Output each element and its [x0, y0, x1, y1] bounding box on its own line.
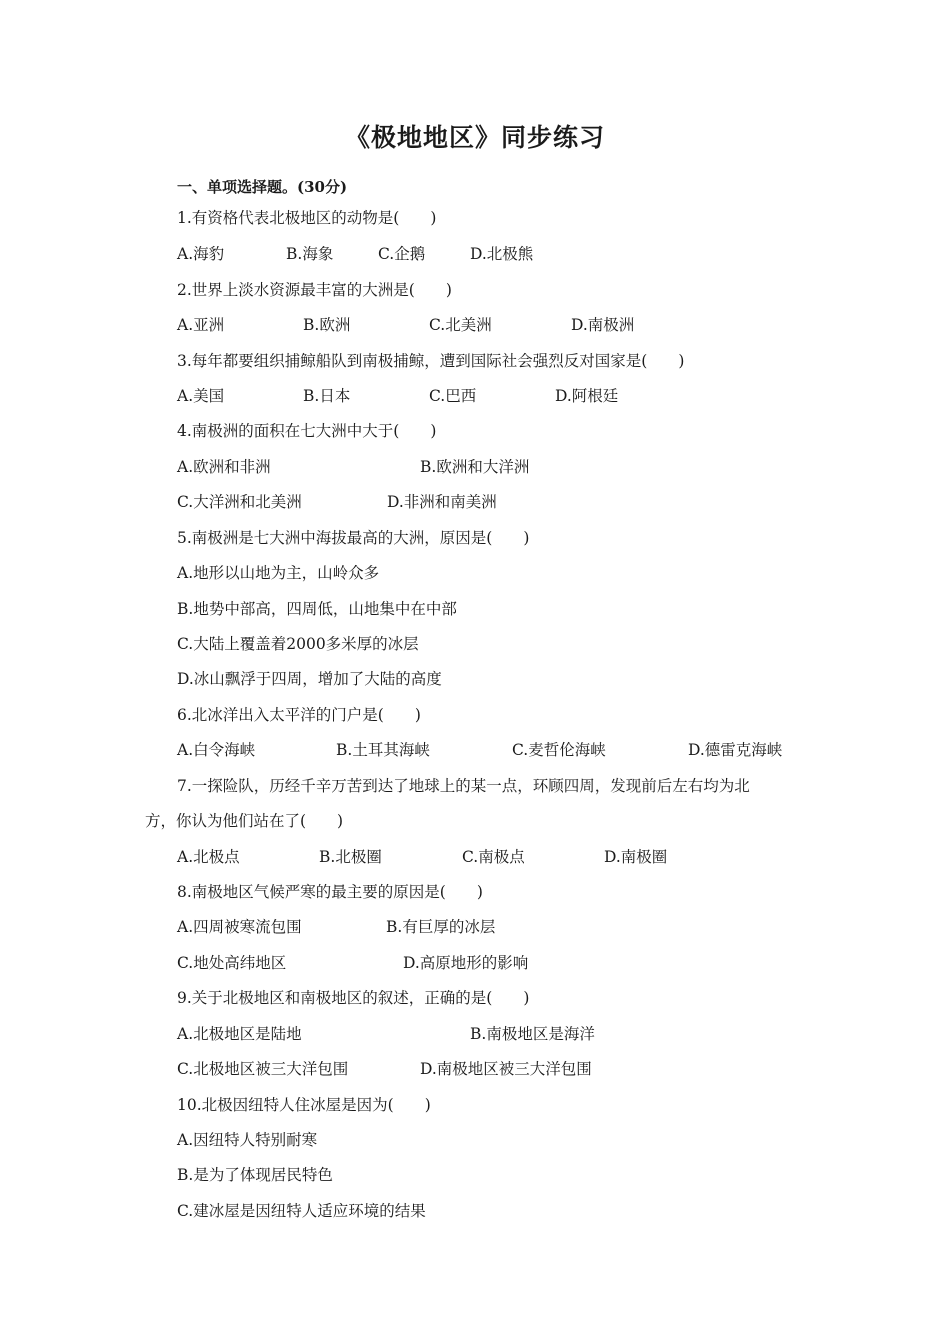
question-8-option-b: B.有巨厚的冰层: [386, 918, 496, 936]
question-7-option-d: D.南极圈: [604, 848, 668, 866]
question-4-option-c: C.大洋洲和北美洲: [177, 493, 302, 511]
question-7-stem-line-2: 方，你认为他们站在了( ): [145, 812, 344, 830]
question-2-option-c: C.北美洲: [429, 316, 492, 334]
question-9-option-b: B.南极地区是海洋: [470, 1025, 595, 1043]
question-5-stem: 5.南极洲是七大洲中海拔最高的大洲，原因是( ): [177, 529, 530, 547]
question-6-option-d: D.德雷克海峡: [688, 741, 783, 759]
question-7-option-b: B.北极圈: [319, 848, 382, 866]
question-9-stem: 9.关于北极地区和南极地区的叙述，正确的是( ): [177, 989, 530, 1007]
question-3-option-c: C.巴西: [429, 387, 477, 405]
question-10-option-c: C.建冰屋是因纽特人适应环境的结果: [177, 1202, 426, 1220]
question-5-option-b: B.地势中部高，四周低，山地集中在中部: [177, 600, 457, 618]
question-1-stem: 1.有资格代表北极地区的动物是( ): [177, 209, 437, 227]
question-6-stem: 6.北冰洋出入太平洋的门户是( ): [177, 706, 421, 724]
question-1-option-c: C.企鹅: [378, 245, 426, 263]
page-title: 《极地地区》同步练习: [344, 123, 605, 152]
question-8-stem: 8.南极地区气候严寒的最主要的原因是( ): [177, 883, 483, 901]
question-7-option-a: A.北极点: [177, 848, 240, 866]
question-6-option-b: B.土耳其海峡: [336, 741, 430, 759]
question-7-stem-line-1: 7.一探险队，历经千辛万苦到达了地球上的某一点，环顾四周，发现前后左右均为北: [177, 777, 750, 795]
question-4-option-d: D.非洲和南美洲: [387, 493, 497, 511]
question-3-stem: 3.每年都要组织捕鲸船队到南极捕鲸，遭到国际社会强烈反对国家是( ): [177, 352, 685, 370]
question-6-option-c: C.麦哲伦海峡: [512, 741, 606, 759]
question-6-option-a: A.白令海峡: [177, 741, 256, 759]
question-8-option-d: D.高原地形的影响: [403, 954, 529, 972]
question-8-option-c: C.地处高纬地区: [177, 954, 287, 972]
question-2-stem: 2.世界上淡水资源最丰富的大洲是( ): [177, 281, 452, 299]
question-1-option-a: A.海豹: [177, 245, 225, 263]
question-9-option-d: D.南极地区被三大洋包围: [420, 1060, 592, 1078]
question-2-option-d: D.南极洲: [571, 316, 635, 334]
question-8-option-a: A.四周被寒流包围: [177, 918, 302, 936]
question-2-option-b: B.欧洲: [303, 316, 351, 334]
question-7-option-c: C.南极点: [462, 848, 525, 866]
question-2-option-a: A.亚洲: [177, 316, 225, 334]
question-3-option-d: D.阿根廷: [555, 387, 619, 405]
question-4-option-a: A.欧洲和非洲: [177, 458, 271, 476]
question-10-option-b: B.是为了体现居民特色: [177, 1166, 333, 1184]
question-1-option-b: B.海象: [286, 245, 334, 263]
question-1-option-d: D.北极熊: [470, 245, 534, 263]
question-4-option-b: B.欧洲和大洋洲: [420, 458, 530, 476]
question-4-stem: 4.南极洲的面积在七大洲中大于( ): [177, 422, 437, 440]
question-5-option-a: A.地形以山地为主，山岭众多: [177, 564, 380, 582]
question-9-option-a: A.北极地区是陆地: [177, 1025, 302, 1043]
section-heading: 一、单项选择题。(30分): [177, 178, 348, 196]
question-10-option-a: A.因纽特人特别耐寒: [177, 1131, 318, 1149]
question-9-option-c: C.北极地区被三大洋包围: [177, 1060, 349, 1078]
question-5-option-c: C.大陆上覆盖着2000多米厚的冰层: [177, 635, 419, 653]
question-5-option-d: D.冰山飘浮于四周，增加了大陆的高度: [177, 670, 442, 688]
question-10-stem: 10.北极因纽特人住冰屋是因为( ): [177, 1096, 431, 1114]
question-3-option-b: B.日本: [303, 387, 351, 405]
question-3-option-a: A.美国: [177, 387, 225, 405]
